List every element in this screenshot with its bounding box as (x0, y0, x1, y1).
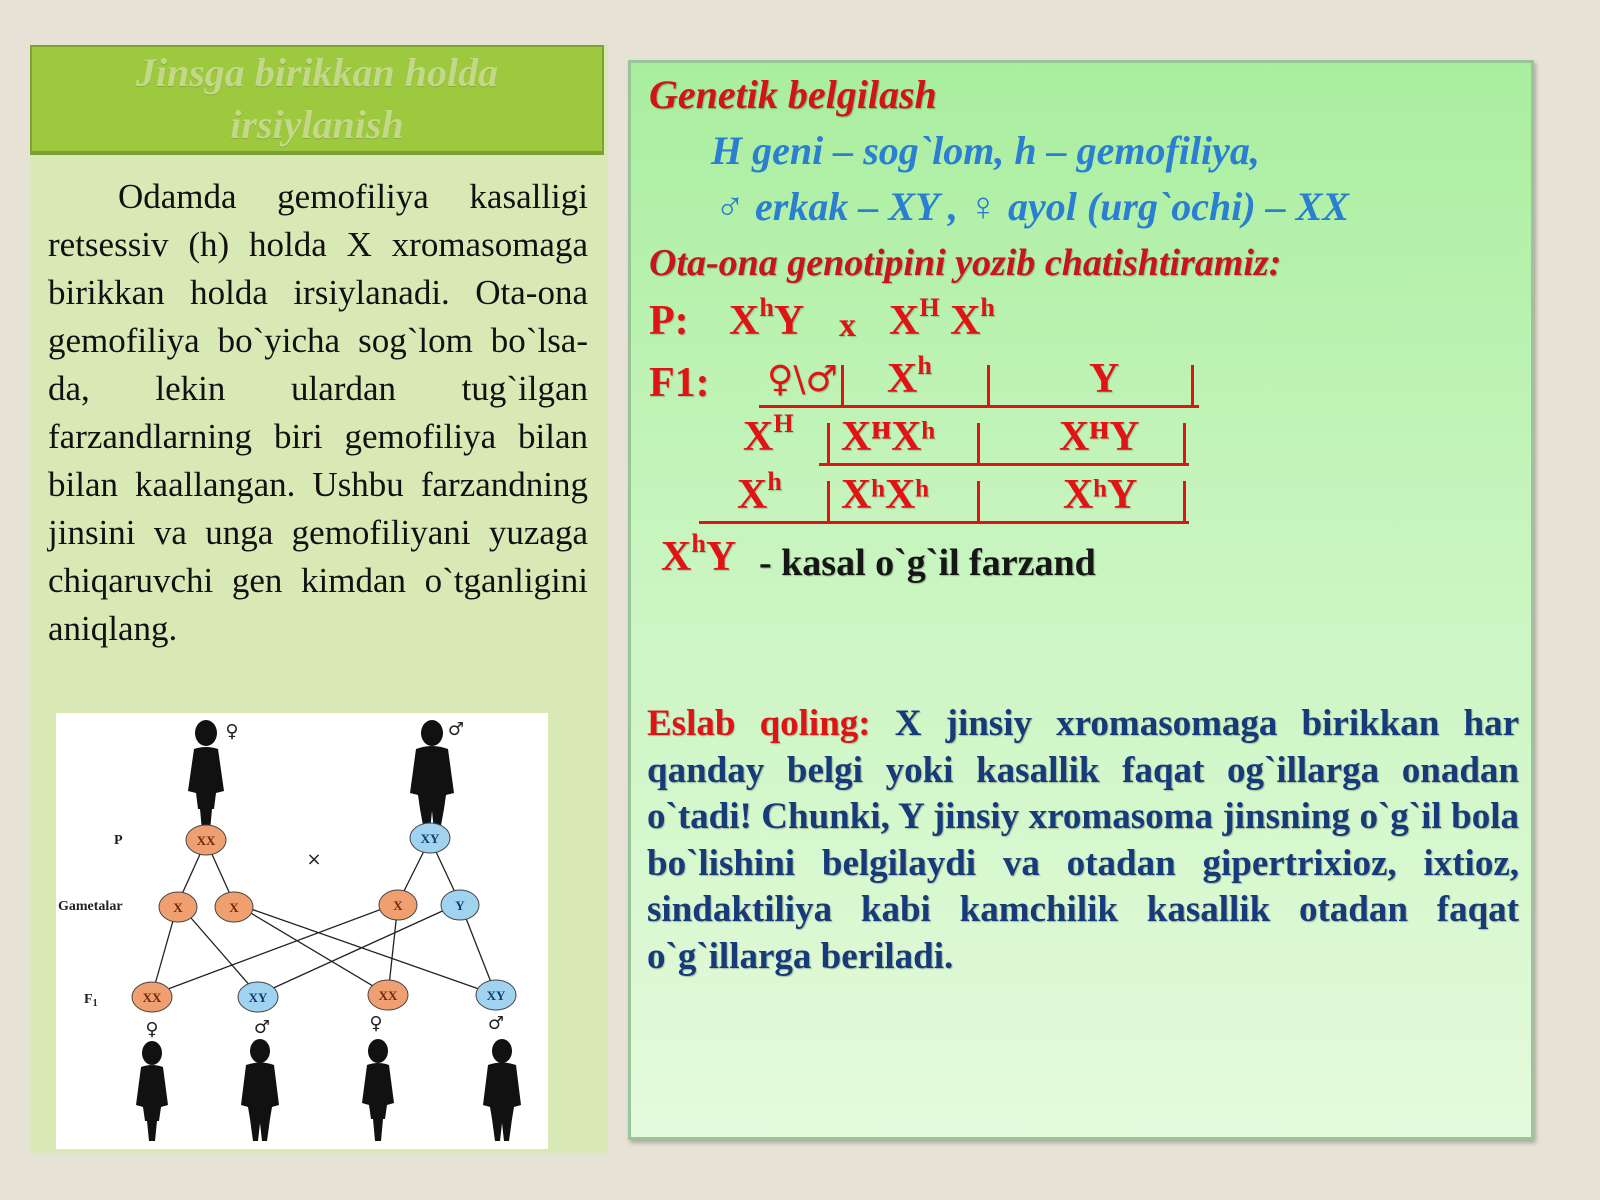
p-cross-sign: x (839, 307, 856, 344)
cross-heading: Ota-ona genotipini yozib chatishtiramiz: (649, 242, 1282, 284)
punnett-divider (827, 423, 830, 463)
gamete-node (215, 892, 253, 922)
p-generation-label: P: (649, 298, 689, 344)
punnett-divider (841, 365, 844, 405)
punnett-cell: XʰXʰ (841, 472, 929, 518)
punnett-cell: XʰY (1063, 472, 1138, 518)
offspring-male-symbol: ♂ (487, 1013, 505, 1034)
remember-note (647, 701, 1519, 980)
svg-text:XX: XX (142, 990, 162, 1005)
parent-female-node (186, 825, 226, 855)
svg-text:XY: XY (486, 988, 506, 1003)
punnett-cell: XᴴY (1059, 414, 1140, 460)
offspring-female-symbol: ♀ (369, 1013, 383, 1034)
remember-label: Eslab qoling: (647, 703, 871, 744)
gamete-node (159, 892, 197, 922)
label-f1: $F_1$ (84, 992, 98, 1009)
sex-definitions: ♂ erkak – XY , ♀ ayol (urg`ochi) – XX (715, 184, 1350, 229)
offspring-node (132, 982, 172, 1012)
punnett-corner: ♀\♂ (767, 359, 838, 400)
female-silhouette-icon (188, 720, 224, 831)
svg-text:Y: Y (455, 898, 465, 913)
f1-generation-label: F1: (649, 360, 710, 406)
problem-text: Odamda gemofiliya kasalligi retsessiv (h) holda X xromasomaga birikkan holda irsiylanadi. Ota-ona gemofiliya bo`yicha sog`lom bo`lsa-da, lekin ulardan tug`ilgan farzandlarning biri gemofiliya bilan bilan kaallangan. Ushbu farzandning jinsini va unga gemofiliyani yuzaga chiqaruvchi gen kimdan o`tganligini aniqlang. (48, 177, 588, 648)
parent-female-symbol: ♀ (225, 721, 239, 742)
p-male-genotype: $X^hY$ (729, 293, 805, 344)
punnett-divider (827, 481, 830, 521)
punnett-cell: XᴴXʰ (841, 414, 936, 460)
punnett-divider (1183, 481, 1186, 521)
punnett-col-header: $X^h$ (887, 351, 932, 402)
svg-text:X: X (393, 898, 403, 913)
female-silhouette-icon (362, 1039, 394, 1141)
punnett-rule (759, 405, 1199, 408)
punnett-divider (977, 481, 980, 521)
genetic-notation-title: Genetik belgilash (649, 72, 937, 117)
label-p: P (114, 833, 123, 848)
svg-text:XY: XY (420, 831, 440, 846)
svg-text:X: X (173, 900, 183, 915)
cross-symbol: × (306, 849, 322, 870)
punnett-col-header: Y (1089, 356, 1120, 402)
offspring-node (368, 980, 408, 1010)
svg-text:XX: XX (196, 833, 216, 848)
punnett-divider (987, 365, 990, 405)
svg-text:XY: XY (248, 990, 268, 1005)
punnett-rule (699, 521, 1189, 524)
p-female-genotype: $X^H$ $X^h$ (889, 293, 995, 344)
svg-text:X: X (229, 900, 239, 915)
title-banner (30, 45, 604, 155)
gamete-node (379, 890, 417, 920)
male-silhouette-icon (241, 1039, 279, 1141)
parent-male-symbol: ♂ (447, 719, 465, 740)
punnett-row-header: $X^h$ (737, 467, 782, 518)
svg-text:XX: XX (378, 988, 398, 1003)
label-gametes: Gametalar (58, 899, 123, 914)
remember-body: X jinsiy xromasomaga birikkan har qanday belgi yoki kasallik faqat og`illarga onadan o`tadi! Chunki, Y jinsiy xromasoma jinsning o`g`il bola bo`lishini belgilaydi va otadan gipertrixioz, ixtioz, sindaktiliya kabi kamchilik kasallik otadan faqat o`g`illarga beriladi. (647, 703, 1519, 977)
offspring-node (476, 980, 516, 1010)
left-panel (30, 45, 608, 1153)
gene-definitions: H geni – sog`lom, h – gemofiliya, (711, 128, 1260, 173)
punnett-rule (819, 463, 1189, 466)
punnett-divider (1183, 423, 1186, 463)
diagram-lines (152, 839, 496, 995)
male-silhouette-icon (483, 1039, 521, 1141)
gamete-node (441, 890, 479, 920)
diagram-svg (56, 713, 548, 1149)
punnett-divider (1191, 365, 1194, 405)
offspring-node (238, 982, 278, 1012)
offspring-female-symbol: ♀ (145, 1019, 159, 1040)
result-description: - kasal o`g`il farzand (759, 542, 1096, 584)
result-genotype: $X^hY$ (661, 529, 737, 580)
inheritance-diagram (56, 713, 548, 1149)
genetics-panel (628, 60, 1534, 1140)
female-silhouette-icon (136, 1041, 168, 1141)
offspring-male-symbol: ♂ (253, 1017, 271, 1038)
slide-title: Jinsga birikkan holda irsiylanish (135, 50, 499, 147)
punnett-divider (977, 423, 980, 463)
punnett-row-header: $X^H$ (743, 409, 794, 460)
parent-male-node (410, 823, 450, 853)
